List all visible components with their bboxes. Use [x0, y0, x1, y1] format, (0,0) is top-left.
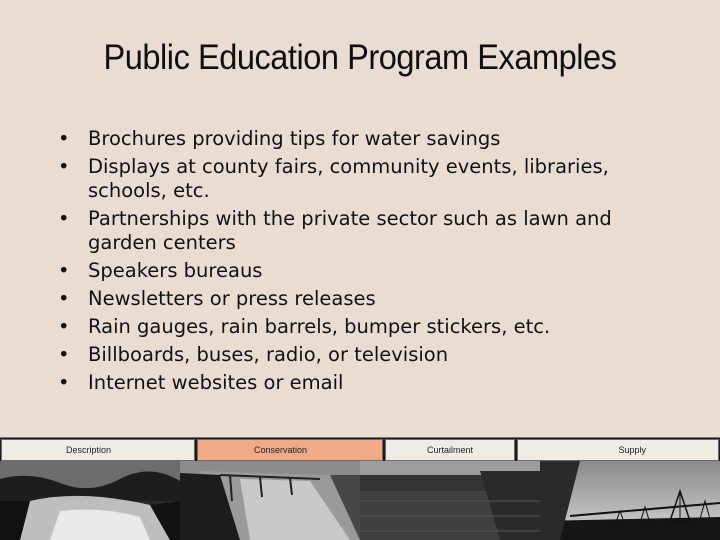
bullet-text: Speakers bureaus: [88, 259, 263, 282]
photo-strip: [0, 461, 720, 540]
list-item: [58, 127, 678, 151]
canal-photo: [180, 461, 360, 540]
bullet-text: Partnerships with the private sector such as lawn and garden centers: [88, 207, 612, 254]
bullet-text: Brochures providing tips for water savings: [88, 127, 501, 150]
bullet-icon: •: [58, 155, 70, 178]
bullet-text: Newsletters or press releases: [88, 287, 376, 310]
slide-title: Public Education Program Examples: [103, 38, 617, 77]
section-nav-bar: [0, 437, 720, 462]
list-item: [58, 287, 678, 311]
tab-curtailment[interactable]: Curtailment: [385, 439, 515, 461]
tab-conservation[interactable]: Conservation: [197, 439, 383, 461]
bullet-icon: •: [58, 259, 70, 282]
bullet-icon: •: [58, 287, 70, 310]
tab-description[interactable]: Description: [1, 439, 195, 461]
river-photo: [0, 461, 180, 540]
field-photo: [360, 461, 540, 540]
list-item: [58, 259, 678, 283]
bullet-icon: •: [58, 315, 70, 338]
list-item: [58, 155, 678, 203]
list-item: [58, 371, 678, 395]
bullet-text: Rain gauges, rain barrels, bumper stickers, etc.: [88, 315, 551, 338]
bullet-text: Internet websites or email: [88, 371, 344, 394]
bullet-icon: •: [58, 207, 70, 230]
list-item: [58, 343, 678, 367]
bullet-list: [58, 127, 678, 399]
bullet-icon: •: [58, 343, 70, 366]
list-item: [58, 207, 678, 255]
bullet-text: Billboards, buses, radio, or television: [88, 343, 449, 366]
bullet-text: Displays at county fairs, community events, libraries, schools, etc.: [88, 155, 609, 202]
bullet-icon: •: [58, 371, 70, 394]
tab-supply[interactable]: Supply: [517, 439, 719, 461]
list-item: [58, 315, 678, 339]
center-pivot-irrigation-photo: [540, 461, 720, 540]
bullet-icon: •: [58, 127, 70, 150]
